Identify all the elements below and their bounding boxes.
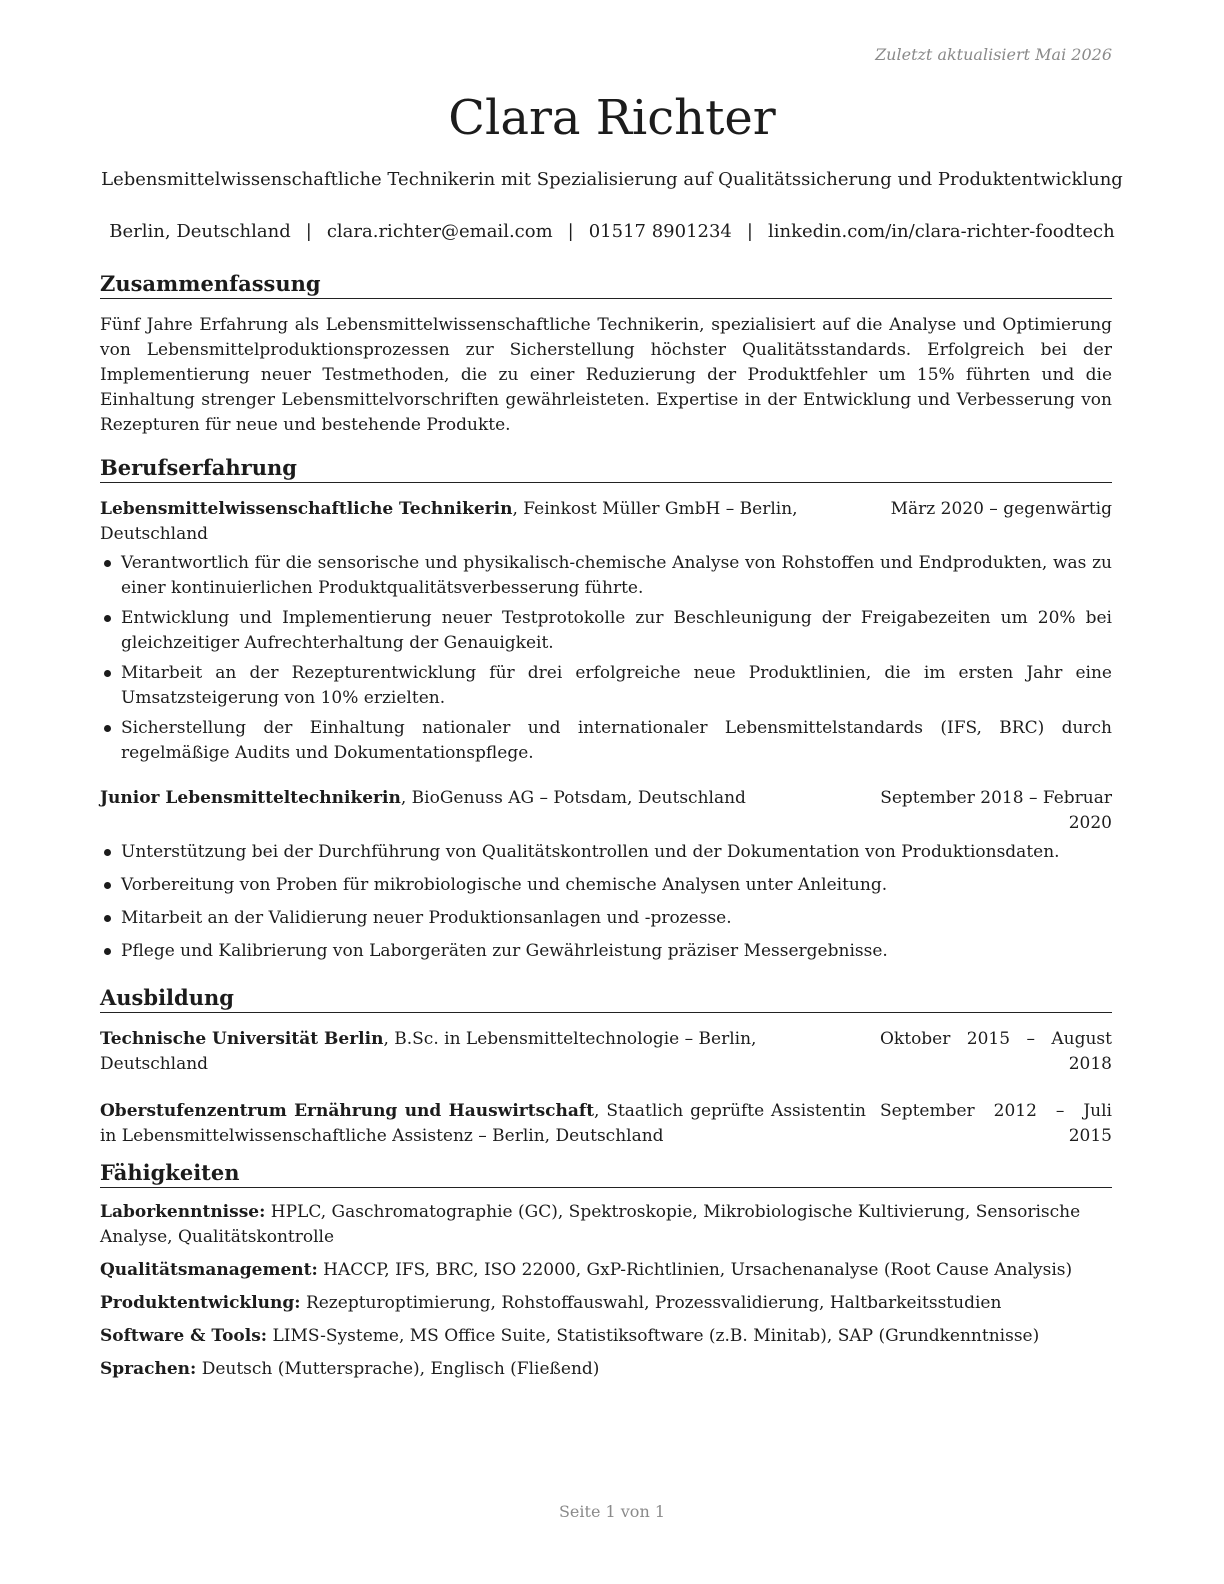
job-header xyxy=(100,497,1112,547)
resume-content xyxy=(100,270,1112,1390)
education-header xyxy=(100,1099,1112,1149)
contact-email[interactable]: clara.richter@email.com xyxy=(326,221,553,242)
section-title-skills: Fähigkeiten xyxy=(100,1159,1112,1188)
list-item: Entwicklung und Implementierung neuer Testprotokolle zur Beschleunigung der Freigabezeiten um 20% bei gleichzeitiger Aufrechterhaltung der Genauigkeit. xyxy=(100,606,1112,656)
skill-line xyxy=(100,1357,1112,1382)
experience-section xyxy=(100,454,1112,964)
job-entry xyxy=(100,497,1112,766)
job-role: Lebensmittelwissenschaftliche Technikerin xyxy=(100,499,513,519)
contact-separator: | xyxy=(746,221,753,242)
job-header xyxy=(100,786,1112,836)
education-degree: , B.Sc. in Lebensmitteltechnologie – Berlin, Deutschland xyxy=(100,1029,757,1074)
summary-section xyxy=(100,270,1112,438)
education-entry xyxy=(100,1099,1112,1149)
section-title-summary: Zusammenfassung xyxy=(100,270,1112,299)
skill-text: Deutsch (Muttersprache), Englisch (Fließend) xyxy=(196,1359,600,1379)
summary-text: Fünf Jahre Erfahrung als Lebensmittelwissenschaftliche Technikerin, spezialisiert auf die Analyse und Optimierung von Lebensmittelproduktionsprozessen zur Sicherstellung höchster Qualitätsstandards. Erfolgreich bei der Implementierung neuer Testmethoden, die zu einer Reduzierung der Produktfehler um 15% führten und die Einhaltung strenger Lebensmittelvorschriften gewährleisteten. Expertise in der Entwicklung und Verbesserung von Rezepturen für neue und bestehende Produkte. xyxy=(100,315,1112,435)
job-org: , BioGenuss AG – Potsdam, Deutschland xyxy=(400,788,746,808)
skill-line xyxy=(100,1324,1112,1349)
contact-linkedin[interactable]: linkedin.com/in/clara-richter-foodtech xyxy=(767,221,1115,242)
headline: Lebensmittelwissenschaftliche Technikerin mit Spezialisierung auf Qualitätssicherung und Produktentwicklung xyxy=(101,169,1123,190)
skill-text: LIMS-Systeme, MS Office Suite, Statistiksoftware (z.B. Minitab), SAP (Grundkenntnisse) xyxy=(267,1326,1040,1346)
section-title-experience: Berufserfahrung xyxy=(100,454,1112,483)
skills-section xyxy=(100,1159,1112,1382)
education-entry xyxy=(100,1027,1112,1077)
contact-phone: 01517 8901234 xyxy=(588,221,732,242)
education-degree: , Staatlich geprüfte Assistentin in Lebensmittelwissenschaftliche Assistenz – Berlin, Deutschland xyxy=(100,1101,866,1146)
education-school: Technische Universität Berlin xyxy=(100,1029,384,1049)
list-item: Sicherstellung der Einhaltung nationaler und internationaler Lebensmittelstandards (IFS, BRC) durch regelmäßige Audits und Dokumentationspflege. xyxy=(100,716,1112,766)
job-entry xyxy=(100,786,1112,964)
education-header xyxy=(100,1027,1112,1077)
page-footer: Seite 1 von 1 xyxy=(558,1502,666,1521)
list-item: Unterstützung bei der Durchführung von Qualitätskontrollen und der Dokumentation von Produktionsdaten. xyxy=(100,840,1112,865)
education-dates: September 2012 – Juli 2015 xyxy=(880,1101,1112,1146)
candidate-name: Clara Richter xyxy=(448,90,776,146)
job-bullets xyxy=(100,551,1112,766)
education-dates: Oktober 2015 – August 2018 xyxy=(880,1029,1112,1074)
job-role: Junior Lebensmitteltechnikerin xyxy=(100,788,401,808)
contact-separator: | xyxy=(305,221,312,242)
education-section xyxy=(100,984,1112,1149)
education-school: Oberstufenzentrum Ernährung und Hauswirtschaft xyxy=(100,1101,595,1121)
job-dates: September 2018 – Februar 2020 xyxy=(880,788,1112,833)
skill-text: Rezepturoptimierung, Rohstoffauswahl, Prozessvalidierung, Haltbarkeitsstudien xyxy=(300,1293,1002,1313)
skill-text: HACCP, IFS, BRC, ISO 22000, GxP-Richtlinien, Ursachenanalyse (Root Cause Analysis) xyxy=(317,1260,1073,1280)
job-dates: März 2020 – gegenwärtig xyxy=(890,499,1112,519)
list-item: Mitarbeit an der Rezepturentwicklung für drei erfolgreiche neue Produktlinien, die im ersten Jahr eine Umsatzsteigerung von 10% erzielten. xyxy=(100,661,1112,711)
section-title-education: Ausbildung xyxy=(100,984,1112,1013)
list-item: Verantwortlich für die sensorische und physikalisch-chemische Analyse von Rohstoffen und Endprodukten, was zu einer kontinuierlichen Produktqualitätsverbesserung führte. xyxy=(100,551,1112,601)
skill-category: Software & Tools: xyxy=(100,1326,268,1346)
list-item: Pflege und Kalibrierung von Laborgeräten zur Gewährleistung präziser Messergebnisse. xyxy=(100,939,1112,964)
contact-location: Berlin, Deutschland xyxy=(109,221,291,242)
job-bullets xyxy=(100,840,1112,964)
skill-category: Qualitätsmanagement: xyxy=(100,1260,318,1280)
skill-line xyxy=(100,1200,1112,1250)
skill-line xyxy=(100,1258,1112,1283)
skill-category: Produktentwicklung: xyxy=(100,1293,301,1313)
last-updated-note: Zuletzt aktualisiert Mai 2026 xyxy=(875,45,1112,64)
contact-separator: | xyxy=(567,221,574,242)
job-org: , Feinkost Müller GmbH – Berlin, Deutschland xyxy=(100,499,798,544)
skill-text: HPLC, Gaschromatographie (GC), Spektroskopie, Mikrobiologische Kultivierung, Sensorische Analyse, Qualitätskontrolle xyxy=(100,1202,1081,1247)
skill-line xyxy=(100,1291,1112,1316)
skill-category: Sprachen: xyxy=(100,1359,197,1379)
list-item: Mitarbeit an der Validierung neuer Produktionsanlagen und -prozesse. xyxy=(100,906,1112,931)
contact-line xyxy=(0,220,1224,244)
skill-category: Laborkenntnisse: xyxy=(100,1202,266,1222)
list-item: Vorbereitung von Proben für mikrobiologische und chemische Analysen unter Anleitung. xyxy=(100,873,1112,898)
